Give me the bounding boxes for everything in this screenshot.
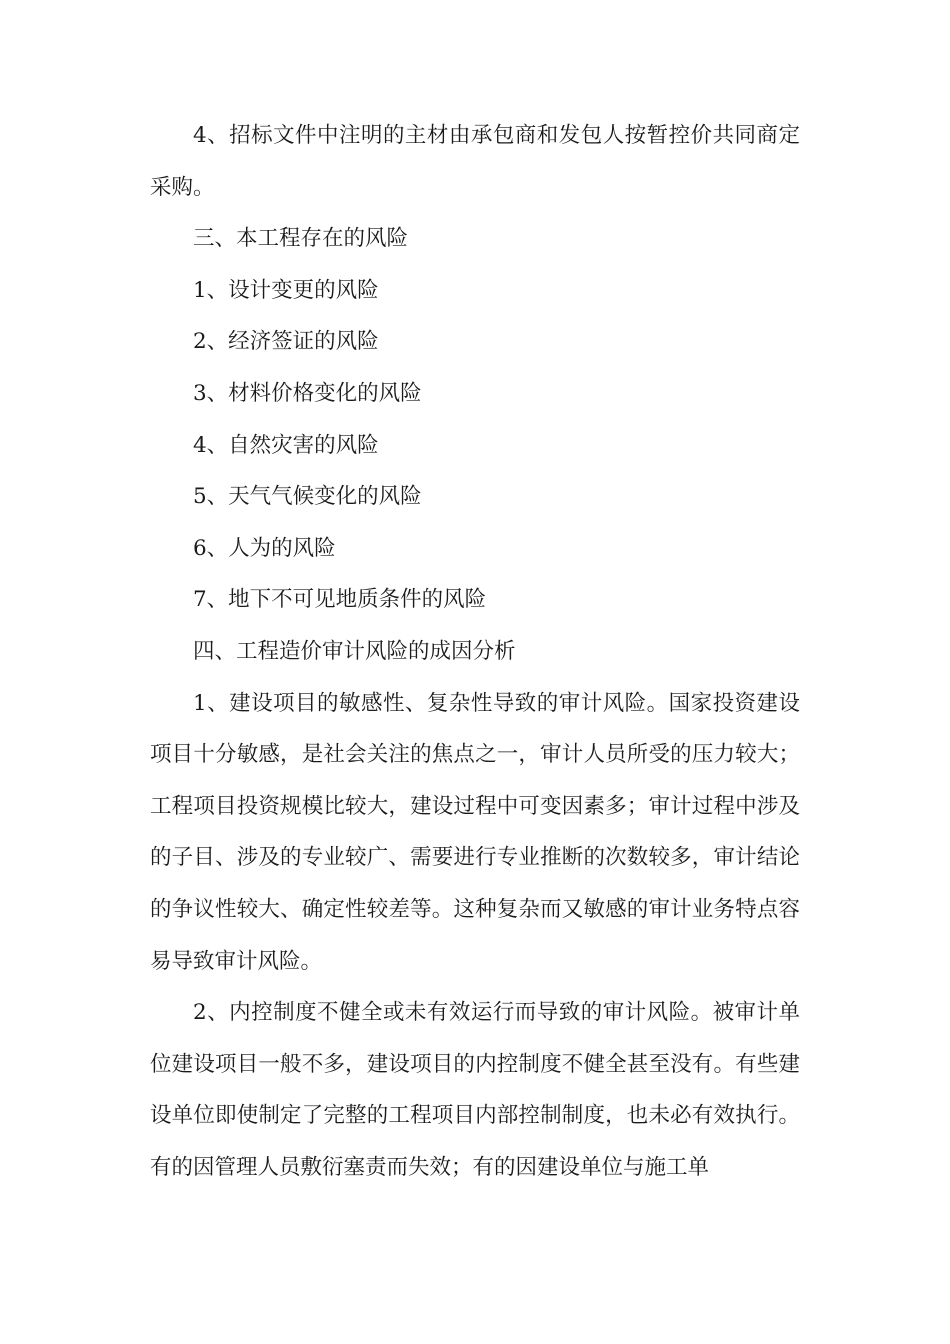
- document-body: [150, 110, 800, 1193]
- list-item-material-price-risk: 3、材料价格变化的风险: [193, 380, 422, 406]
- section-heading-risk-causes: 四、工程造价审计风险的成因分析: [193, 638, 516, 664]
- list-item-geology-risk: 7、地下不可见地质条件的风险: [193, 587, 487, 613]
- list-item-economic-visa-risk: 2、经济签证的风险: [193, 329, 379, 355]
- section-heading-project-risks: 三、本工程存在的风险: [193, 226, 409, 252]
- list-item-natural-disaster-risk: 4、自然灾害的风险: [193, 432, 379, 458]
- paragraph-internal-control: 2、内控制度不健全或未有效运行而导致的审计风险。被审计单位建设项目一般不多，建设项目的内控制度不健全甚至没有。有些建设单位即使制定了完整的工程项目内部控制制度，也未必有效执行。有的因管理人员敷衍塞责而失效；有的因建设单位与施工单: [150, 1000, 800, 1180]
- list-item-human-risk: 6、人为的风险: [193, 535, 336, 561]
- list-item-weather-risk: 5、天气气候变化的风险: [193, 484, 422, 510]
- paragraph-sensitivity-complexity: 1、建设项目的敏感性、复杂性导致的审计风险。国家投资建设项目十分敏感，是社会关注的焦点之一，审计人员所受的压力较大；工程项目投资规模比较大，建设过程中可变因素多；审计过程中涉及的子目、涉及的专业较广、需要进行专业推断的次数较多，审计结论的争议性较大、确定性较差等。这种复杂而又敏感的审计业务特点容易导致审计风险。: [150, 690, 800, 974]
- paragraph-main-material-procurement: 4、招标文件中注明的主材由承包商和发包人按暂控价共同商定采购。: [150, 123, 800, 200]
- list-item-design-change-risk: 1、设计变更的风险: [193, 277, 379, 303]
